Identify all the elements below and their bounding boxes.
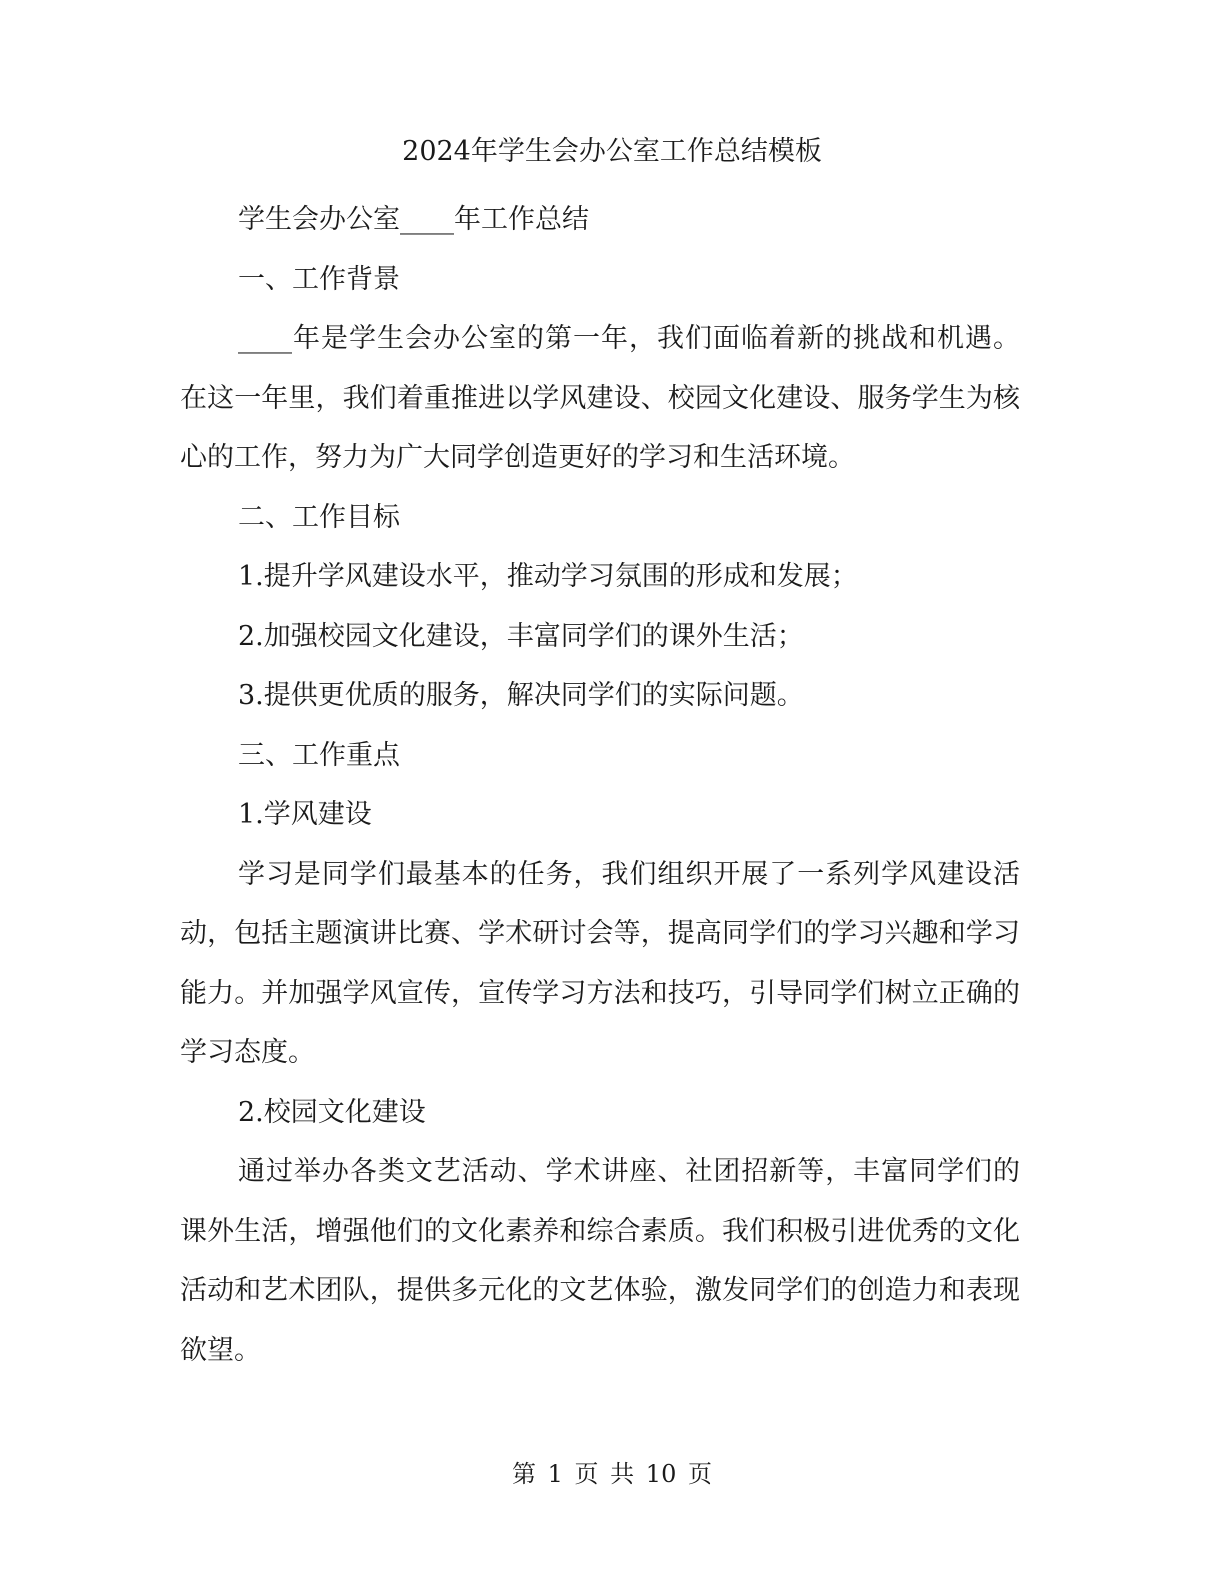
focus-paragraph-2: 通过举办各类文艺活动、学术讲座、社团招新等，丰富同学们的课外生活，增强他们的文化素养和综合素质。我们积极引进优秀的文化活动和艺术团队，提供多元化的文艺体验，激发同学们的创造力和表现欲望。 <box>180 1156 1020 1366</box>
goal-item-3: 3.提供更优质的服务，解决同学们的实际问题。 <box>238 680 804 711</box>
section-heading-background: 一、工作背景 <box>238 263 400 295</box>
page-footer: 第 1 页 共 10 页 <box>512 1460 712 1488</box>
goal-item-2: 2.加强校园文化建设，丰富同学们的课外生活； <box>238 620 804 652</box>
goal-item-1: 1.提升学风建设水平，推动学习氛围的形成和发展； <box>238 561 858 592</box>
document-body <box>180 190 1020 1380</box>
background-paragraph: ____年是学生会办公室的第一年，我们面临着新的挑战和机遇。在这一年里，我们着重推进以学风建设、校园文化建设、服务学生为核心的工作，努力为广大同学创造更好的学习和生活环境。 <box>180 323 1020 473</box>
focus-subheading-2: 2.校园文化建设 <box>238 1096 426 1128</box>
document-title: 2024年学生会办公室工作总结模板 <box>402 136 822 167</box>
focus-paragraph-1: 学习是同学们最基本的任务，我们组织开展了一系列学风建设活动，包括主题演讲比赛、学术研讨会等，提高同学们的学习兴趣和学习能力。并加强学风宣传，宣传学习方法和技巧，引导同学们树立正确的学习态度。 <box>180 858 1020 1068</box>
subtitle-paragraph: 学生会办公室____年工作总结 <box>238 204 589 235</box>
section-heading-focus: 三、工作重点 <box>238 739 400 771</box>
focus-subheading-1: 1.学风建设 <box>238 799 372 830</box>
section-heading-goals: 二、工作目标 <box>238 501 400 533</box>
